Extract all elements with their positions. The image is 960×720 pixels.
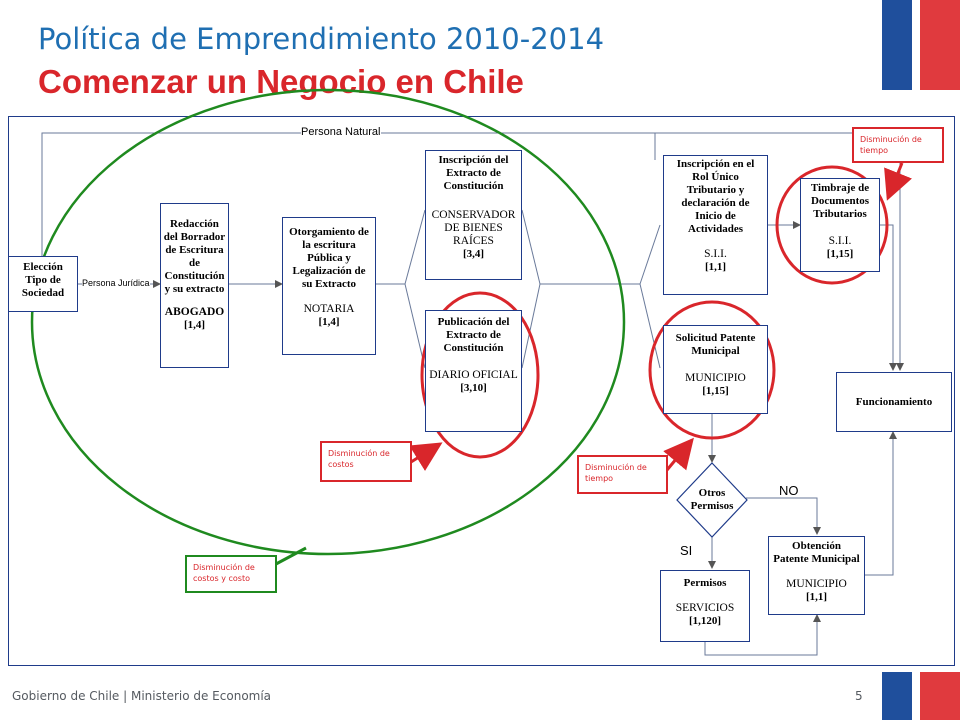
otros-permisos-line-1: Otros [698,487,726,499]
otorgamiento-line-4: Legalización de [292,265,366,277]
redaccion-line-5: Constitución [164,270,225,282]
timbraje-line-3: Tributarios [813,208,867,220]
redaccion-line-2: del Borrador [163,231,226,243]
page-subtitle: Comenzar un Negocio en Chile [38,63,524,100]
note-costos: Disminución de costos [320,441,412,482]
eleccion-line-1: Elección [23,261,63,273]
otorgamiento-line-1: Otorgamiento de [289,226,369,238]
obtencion-patente-agent: MUNICIPIO [786,578,847,590]
page-title: Política de Emprendimiento 2010-2014 [38,22,605,56]
inscripcion-rut-agent: S.I.I. [704,248,727,260]
inscripcion-extracto-line-3: Constitución [443,180,504,192]
inscripcion-rut-line-5: Inicio de [695,210,736,222]
otorgamiento-line-2: la escritura [302,239,356,251]
obtencion-patente-line-2: Patente Municipal [773,553,860,565]
obtencion-patente-code: [1,1] [805,591,828,603]
label-persona-juridica: Persona Jurídica [82,278,150,288]
timbraje-line-2: Documentos [810,195,870,207]
inscripcion-extracto-code: [3,4] [462,248,485,260]
redaccion-line-4: de [189,257,200,269]
obtencion-patente-line-1: Obtención [792,540,841,552]
otros-permisos-line-2: Permisos [690,500,734,512]
box-publicacion [425,310,522,432]
permisos-agent: SERVICIOS [675,602,735,614]
timbraje-code: [1,15] [826,248,854,260]
box-obtencion-patente [768,536,865,615]
permisos-line-1: Permisos [683,577,727,589]
publicacion-line-1: Publicación del [437,316,510,328]
funcionamiento-line-1: Funcionamiento [855,396,933,408]
publicacion-line-2: Extracto de [446,329,501,341]
redaccion-agent: ABOGADO [164,306,225,318]
inscripcion-rut-line-2: Rol Único [692,171,739,183]
box-inscripcion-extracto [425,150,522,280]
solicitud-patente-line-1: Solicitud Patente [675,332,756,344]
note-tiempo-mid: Disminución de tiempo [577,455,668,494]
redaccion-line-6: y su extracto [164,283,225,295]
redaccion-line-3: de Escritura [165,244,224,256]
timbraje-agent: S.I.I. [828,235,852,247]
solicitud-patente-agent: MUNICIPIO [685,372,746,384]
inscripcion-rut-line-3: Tributario y [686,184,745,196]
inscripcion-rut-line-1: Inscripción en el [676,158,755,170]
label-no: NO [779,483,799,498]
box-timbraje [800,178,880,272]
page-number: 5 [855,689,863,703]
inscripcion-rut-line-6: Actividades [688,223,743,235]
box-otorgamiento [282,217,376,355]
inscripcion-rut-line-4: declaración de [681,197,750,209]
solicitud-patente-code: [1,15] [702,385,729,397]
publicacion-code: [3,10] [460,382,487,394]
eleccion-line-2: Tipo de [25,274,61,286]
box-redaccion [160,203,229,368]
box-funcionamiento [836,372,952,432]
publicacion-line-3: Constitución [443,342,504,354]
permisos-code: [1,120] [688,615,722,627]
solicitud-patente-line-2: Municipal [691,345,740,357]
otorgamiento-agent: NOTARIA [303,303,355,315]
publicacion-agent: DIARIO OFICIAL [429,369,518,381]
otros-permisos-text [677,487,747,513]
footer-text: Gobierno de Chile | Ministerio de Economía [12,689,272,703]
inscripcion-rut-code: [1,1] [704,261,727,273]
label-persona-natural: Persona Natural [301,126,381,138]
otorgamiento-line-5: su Extracto [301,278,357,290]
box-permisos [660,570,750,642]
label-si: SI [680,543,693,558]
box-solicitud-patente [663,325,768,414]
inscripcion-extracto-line-1: Inscripción del [438,154,509,166]
note-tiempo-top: Disminución de tiempo [852,127,944,163]
note-costos-y-costo: Disminución de costos y costo [185,555,277,593]
box-inscripcion-rut [663,155,768,295]
timbraje-line-1: Timbraje de [810,182,870,194]
redaccion-line-1: Redacción [170,218,219,230]
otorgamiento-line-3: Pública y [307,252,351,264]
redaccion-code: [1,4] [183,319,206,331]
inscripcion-extracto-agent: CONSERVADOR DE BIENES RAÍCES [431,209,516,247]
otorgamiento-code: [1,4] [318,316,340,328]
eleccion-line-3: Sociedad [21,287,65,299]
box-eleccion [8,256,78,312]
inscripcion-extracto-line-2: Extracto de [446,167,501,179]
